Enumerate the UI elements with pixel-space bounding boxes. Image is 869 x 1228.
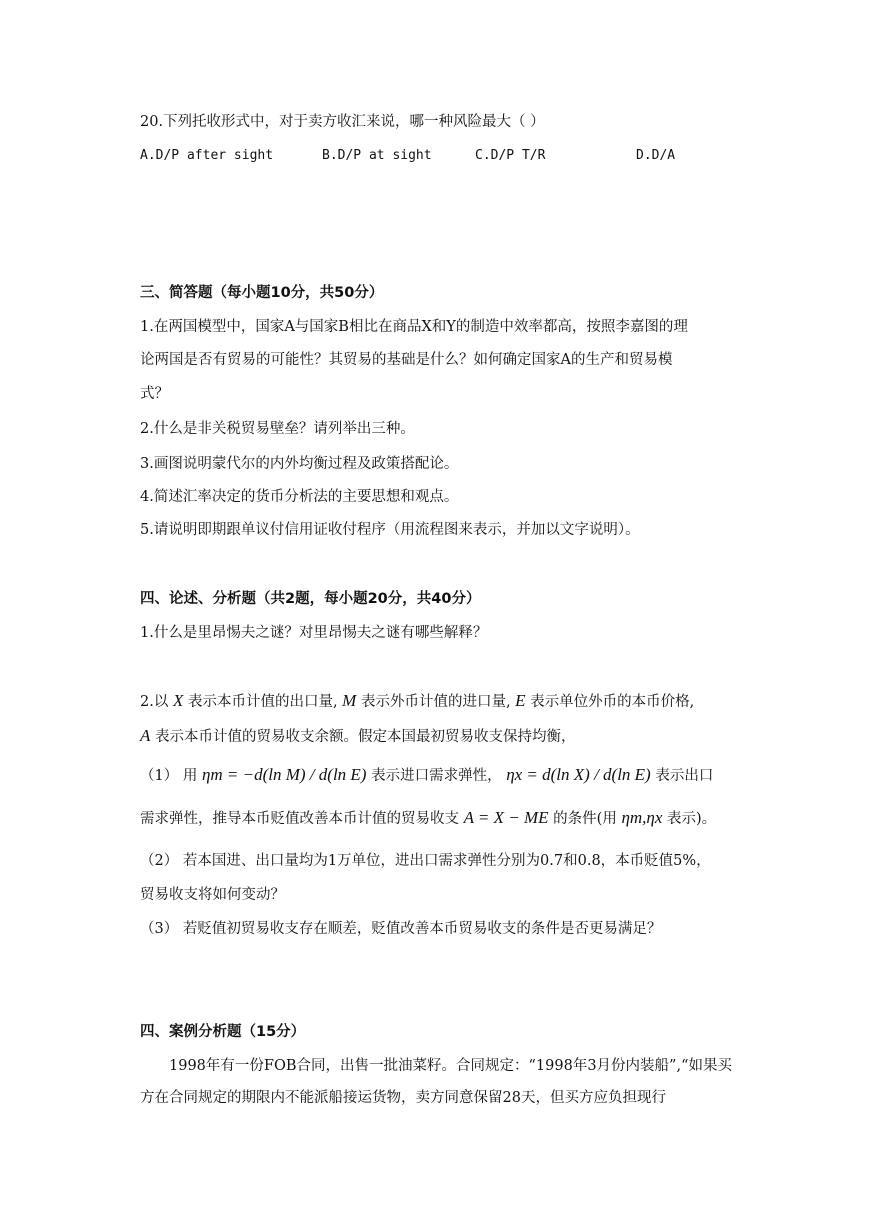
option-a: A.D/P after sight — [140, 148, 274, 163]
section-5-heading: 四、案例分析题（15分） — [140, 1024, 306, 1040]
variable-m: M — [342, 691, 357, 710]
option-b: B.D/P at sight — [322, 148, 432, 163]
variable-a: A — [140, 726, 151, 745]
case-paragraph: 1998年有一份FOB合同，出售一批油菜籽。合同规定：“1998年3月份内装船”,“如果买方在合同规定的期限内不能派船接运货物，卖方同意保留28天，但买方应负担现行 — [140, 1058, 732, 1106]
question-20-stem: 20.下列托收形式中，对于卖方收汇来说，哪一种风险最大（ ） — [140, 114, 545, 130]
text: 表示单位外币的本币价格, — [530, 694, 695, 710]
text: 表示出口 — [655, 768, 714, 784]
section-3-q1-line2: 论两国是否有贸易的可能性？其贸易的基础是什么？如何确定国家A的生产和贸易模 — [140, 352, 673, 368]
text: 表示外币计值的进口量, — [360, 694, 511, 710]
section-4-q2-line1 — [140, 691, 694, 712]
section-3-q4: 4.简述汇率决定的货币分析法的主要思想和观点。 — [140, 489, 459, 505]
section-3-q5: 5.请说明即期跟单议付信用证收付程序（用流程图来表示，并加以文字说明）。 — [140, 522, 640, 538]
text: 用 — [182, 768, 198, 784]
variable-e: E — [515, 691, 526, 710]
section-3-q1-line1: 1.在两国模型中，国家A与国家B相比在商品X和Y的制造中效率都高，按照李嘉图的理 — [140, 319, 688, 335]
section-3-q2: 2.什么是非关税贸易壁垒？请列举出三种。 — [140, 421, 415, 437]
question-20-options — [140, 146, 740, 166]
trade-balance-formula: A = X − ME — [463, 808, 549, 827]
text: 表示)。 — [667, 811, 717, 827]
text: 表示本币计值的贸易收支余额。假定本国最初贸易收支保持均衡， — [155, 729, 576, 745]
section-4-heading: 四、论述、分析题（共2题，每小题20分，共40分） — [140, 591, 481, 607]
section-4-sub2-line1: （2） 若本国进、出口量均为1万单位，进出口需求弹性分别为0.7和0.8，本币贬值5%， — [140, 853, 711, 869]
section-4-sub1-line1 — [140, 765, 713, 786]
elasticities-formula: ηm,ηx — [621, 808, 663, 827]
option-c: C.D/P T/R — [475, 148, 546, 163]
text: 表示进口需求弹性， — [371, 768, 502, 784]
option-d: D.D/A — [636, 148, 676, 163]
variable-x: X — [172, 691, 184, 710]
section-3-heading: 三、简答题（每小题10分，共50分） — [140, 285, 384, 301]
section-4-sub2-line2: 贸易收支将如何变动？ — [140, 887, 285, 903]
section-3-q3: 3.画图说明蒙代尔的内外均衡过程及政策搭配论。 — [140, 456, 459, 472]
section-3-q1-line3: 式？ — [140, 386, 169, 402]
text: 2.以 — [140, 694, 169, 710]
export-elasticity-formula: ηx = d(ln X) / d(ln E) — [506, 765, 651, 784]
section-4-q1: 1.什么是里昂惕夫之谜？对里昂惕夫之谜有哪些解释？ — [140, 625, 488, 641]
text: 表示本币计值的出口量, — [187, 694, 338, 710]
section-4-q2-line2 — [140, 726, 576, 747]
section-4-sub3: （3） 若贬值初贸易收支存在顺差，贬值改善本币贸易收支的条件是否更易满足？ — [140, 921, 662, 937]
import-elasticity-formula: ηm = −d(ln M) / d(ln E) — [201, 765, 367, 784]
text: 需求弹性，推导本币贬值改善本币计值的贸易收支 — [140, 811, 459, 827]
text: 的条件(用 — [553, 811, 617, 827]
section-4-sub1-line2 — [140, 808, 716, 829]
sub-number: （1） — [140, 768, 179, 784]
